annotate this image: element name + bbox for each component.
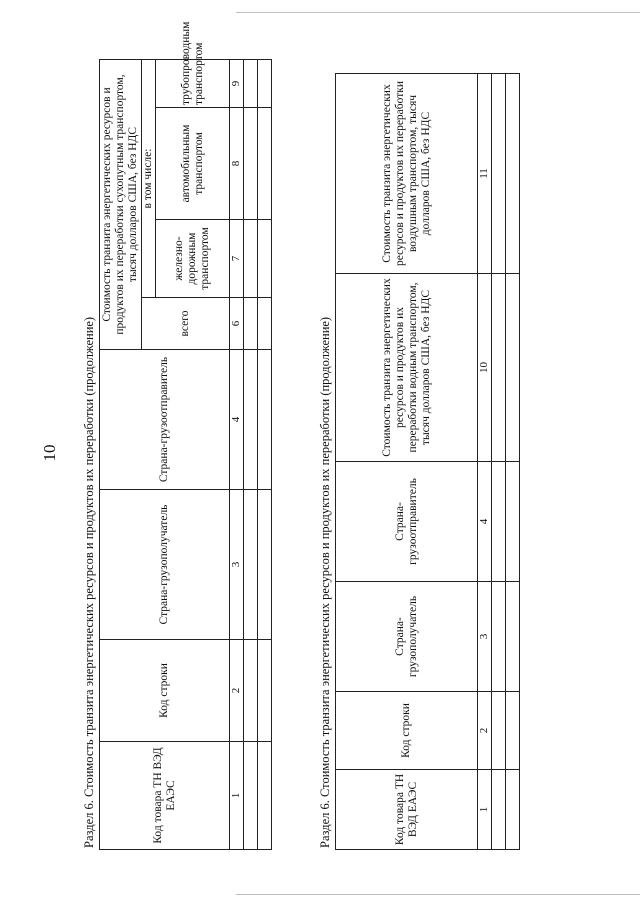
col-number: 1: [478, 770, 492, 850]
col-number: 8: [230, 108, 244, 220]
col-number: 6: [230, 298, 244, 350]
page-number: 10: [40, 444, 59, 462]
header-consignor: Страна-грузоотправитель: [100, 350, 230, 490]
col-number: 11: [478, 74, 492, 274]
header-rail: железно-дорожным транспортом: [156, 220, 230, 298]
column-number-row: [478, 74, 492, 850]
header-road: автомобильным транспортом: [156, 108, 230, 220]
upper-table: [99, 21, 272, 850]
section-title-upper: Раздел 6. Стоимость транзита энергетических ресурсов и продуктов их переработки (продолжение): [82, 316, 96, 848]
header-consignee: Страна-грузополучатель: [100, 490, 230, 640]
empty-data-row: [258, 59, 272, 849]
col-number: 1: [230, 742, 244, 850]
col-number: 3: [478, 582, 492, 692]
col-number: 3: [230, 490, 244, 640]
page-bottom-edge: [236, 894, 640, 895]
col-number: 4: [478, 462, 492, 582]
header-row-code: Код строки: [336, 692, 478, 770]
page-top-edge: [236, 12, 640, 13]
empty-data-row: [244, 59, 258, 849]
section-title-lower: Раздел 6. Стоимость транзита энергетических ресурсов и продуктов их переработки (продолжение): [318, 316, 332, 848]
header-water-cost: Стоимость транзита энергетических ресурсов и продуктов их переработки водным транспортом, тысяч долларов США, без НДС: [336, 274, 478, 462]
col-number: 2: [230, 640, 244, 742]
empty-data-row: [506, 74, 520, 850]
header-consignee: Страна-грузополучатель: [336, 582, 478, 692]
rotated-page-content: [80, 21, 620, 850]
header-code-tn: Код товара ТН ВЭД ЕАЭС: [100, 742, 230, 850]
empty-data-row: [492, 74, 506, 850]
header-total: всего: [142, 298, 230, 350]
header-land-cost: Стоимость транзита энергетических ресурсов и продуктов их переработки сухопутным транспортом, тысяч долларов США, без НДС: [100, 59, 142, 349]
col-number: 4: [230, 350, 244, 490]
header-pipeline: трубопроводным транспортом: [156, 59, 230, 107]
header-consignor: Страна-грузоотправитель: [336, 462, 478, 582]
header-row-code: Код строки: [100, 640, 230, 742]
lower-table: [335, 73, 520, 850]
header-code-tn: Код товара ТН ВЭД ЕАЭС: [336, 770, 478, 850]
col-number: 2: [478, 692, 492, 770]
column-number-row: [230, 59, 244, 849]
header-including: в том числе:: [142, 59, 156, 297]
col-number: 10: [478, 274, 492, 462]
col-number: 7: [230, 220, 244, 298]
header-air-cost: Стоимость транзита энергетических ресурсов и продуктов их переработки воздушным транспортом, тысяч долларов США, без НДС: [336, 74, 478, 274]
col-number: 9: [230, 59, 244, 107]
